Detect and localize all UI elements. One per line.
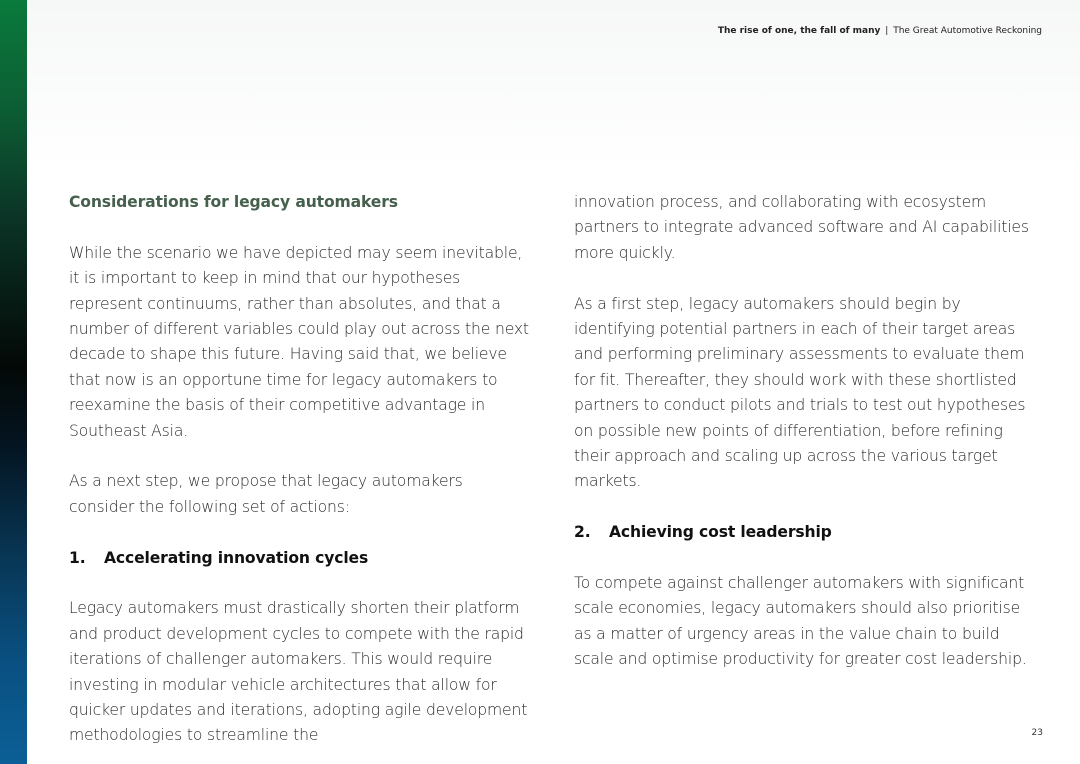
- header-title-bold: The rise of one, the fall of many: [717, 26, 881, 36]
- right-column: [574, 190, 1030, 673]
- first-step-paragraph: As a first step, legacy automakers should begin by identifying potential partners in each of their target areas and performing preliminary assessments to evaluate them for fit. Thereafter, they should work with these shortlisted partners to conduct pilots and trials to test out hypotheses on possible new points of differentiation, before refining their approach and scaling up across the various target markets.: [574, 294, 1026, 491]
- step-2-title: Achieving cost leadership: [609, 523, 832, 542]
- page-header: [718, 25, 1042, 37]
- step-1-body: Legacy automakers must drastically shorten their platform and product development cycles to compete with the rapid iterations of challenger automakers. This would require investing in modular vehicle architectures that allow for quicker updates and iterations, adopting agile development methodologies to streamline the: [69, 599, 528, 745]
- intro-paragraph: While the scenario we have depicted may seem inevitable, it is important to keep in mind that our hypotheses represent continuums, rather than absolutes, and that a number of different variables could play out across the next decade to shape this future. Having said that, we believe that now is an opportune time for legacy automakers to reexamine the basis of their competitive advantage in Southeast Asia.: [69, 243, 529, 440]
- header-title-regular: The Great Automotive Reckoning: [893, 26, 1042, 36]
- step-1-number: 1.: [69, 548, 86, 567]
- next-step-paragraph: As a next step, we propose that legacy automakers consider the following set of actions:: [69, 472, 463, 516]
- step-1-heading: [69, 546, 531, 571]
- decorative-side-bar: [0, 0, 27, 764]
- step-2-heading: [574, 520, 1030, 545]
- page-number: 23: [1031, 728, 1043, 738]
- step-1-title: Accelerating innovation cycles: [104, 548, 369, 567]
- step-2-number: 2.: [574, 523, 591, 542]
- continued-paragraph: innovation process, and collaborating with ecosystem partners to integrate advanced software and AI capabilities more quickly.: [574, 193, 1029, 262]
- step-2-body: To compete against challenger automakers with significant scale economies, legacy automakers should also prioritise as a matter of urgency areas in the value chain to build scale and optimise productivity for greater cost leadership.: [574, 574, 1027, 669]
- left-column: [69, 190, 531, 749]
- header-separator: |: [885, 26, 889, 36]
- section-title: Considerations for legacy automakers: [69, 193, 398, 211]
